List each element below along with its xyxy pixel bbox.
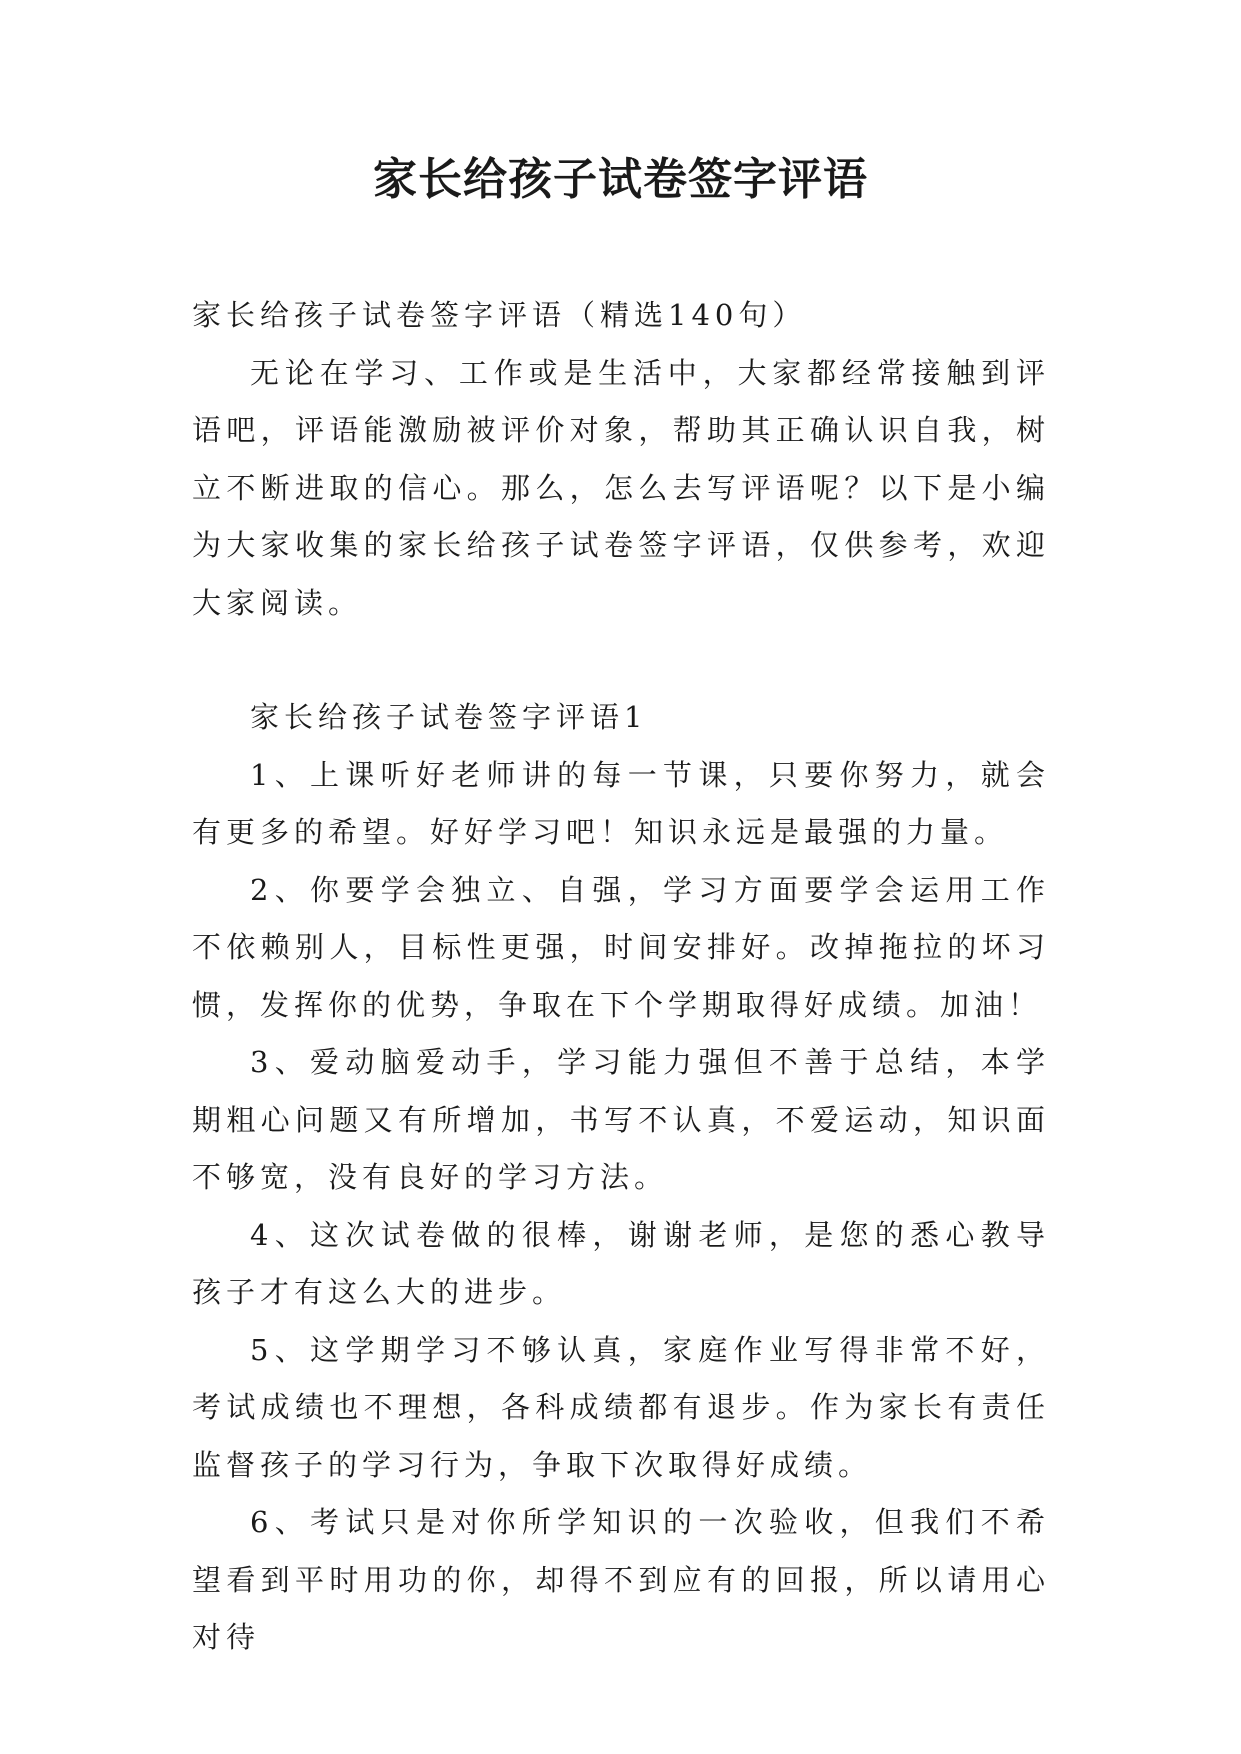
- section-heading: 家长给孩子试卷签字评语1: [250, 700, 648, 734]
- comment-item-6: 6、考试只是对你所学知识的一次验收，但我们不希望看到平时用功的你，却得不到应有的回报，所以请用心对待: [192, 1505, 1050, 1654]
- intro-paragraph: 无论在学习、工作或是生活中，大家都经常接触到评语吧，评语能激励被评价对象，帮助其正确认识自我，树立不断进取的信心。那么，怎么去写评语呢？以下是小编为大家收集的家长给孩子试卷签字评语，仅供参考，欢迎大家阅读。: [192, 355, 1050, 620]
- comment-item-5: 5、这学期学习不够认真，家庭作业写得非常不好，考试成绩也不理想，各科成绩都有退步。作为家长有责任监督孩子的学习行为，争取下次取得好成绩。: [192, 1332, 1050, 1482]
- document-title: 家长给孩子试卷签字评语: [373, 154, 868, 205]
- comment-item-1: 1、上课听好老师讲的每一节课，只要你努力，就会有更多的希望。好好学习吧！知识永远是最强的力量。: [192, 757, 1050, 849]
- comment-item-4: 4、这次试卷做的很棒，谢谢老师，是您的悉心教导孩子才有这么大的进步。: [192, 1217, 1050, 1309]
- comment-item-3: 3、爱动脑爱动手，学习能力强但不善于总结，本学期粗心问题又有所增加，书写不认真，不爱运动，知识面不够宽，没有良好的学习方法。: [192, 1045, 1050, 1194]
- document-body: [192, 287, 1050, 1667]
- comment-item-2: 2、你要学会独立、自强，学习方面要学会运用工作不依赖别人，目标性更强，时间安排好。改掉拖拉的坏习惯，发挥你的优势，争取在下个学期取得好成绩。加油！: [192, 872, 1050, 1022]
- document-subtitle: 家长给孩子试卷签字评语（精选140句）: [192, 298, 807, 332]
- paragraph-gap: [192, 632, 1050, 689]
